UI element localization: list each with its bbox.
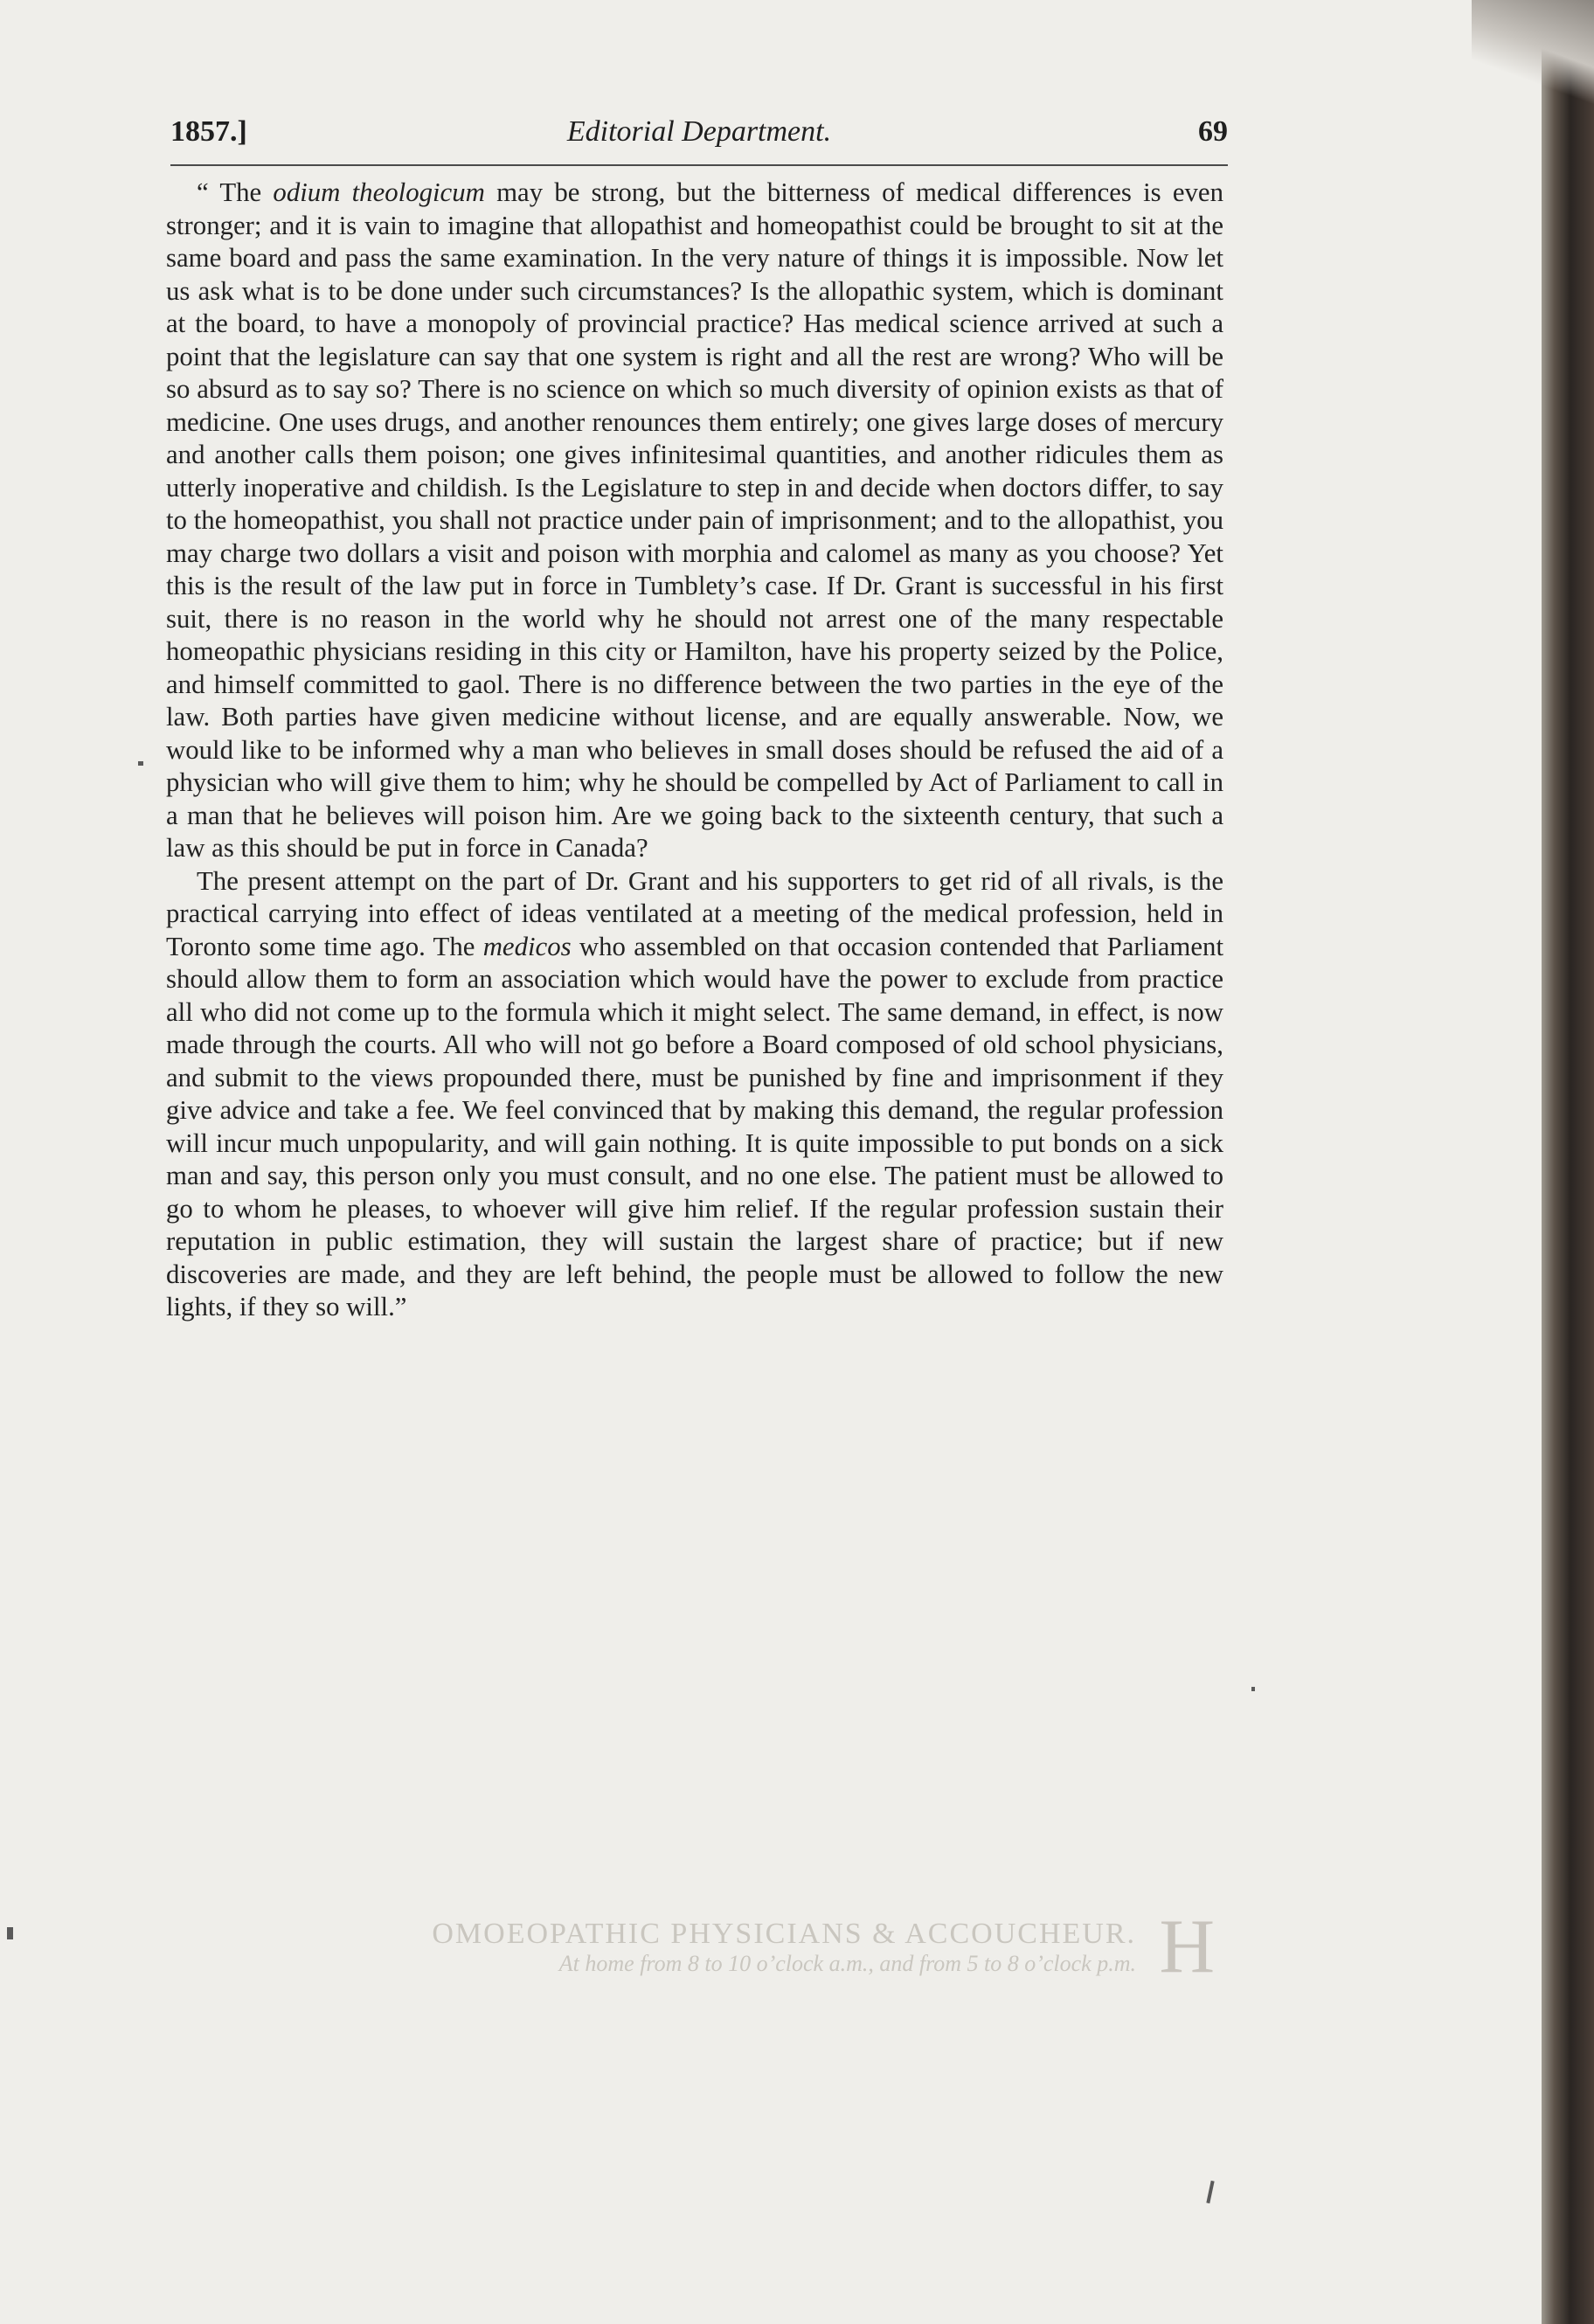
header-rule (170, 164, 1228, 166)
paragraph (166, 177, 1223, 865)
faded-hours-line: At home from 8 to 10 o’clock a.m., and from 5 to 8 o’clock p.m. (558, 1951, 1136, 1976)
running-head-year: 1857.] (170, 115, 247, 148)
text-run: The present attempt on the part of Dr. Grant and his supporters to get rid of all rivals, is the practical carrying into effect of ideas ventilated at a meeting of the medical profession, held in Toronto some time ago. The (166, 865, 1223, 961)
faded-drop-cap: H (1159, 1912, 1215, 1988)
book-binding-edge (1542, 0, 1594, 2324)
ink-speck (138, 761, 143, 766)
text-run: “ The (197, 177, 274, 207)
italic-phrase: odium theologicum (273, 177, 485, 207)
paragraph (166, 865, 1223, 1324)
italic-phrase: medicos (482, 931, 572, 961)
page-number: 69 (1198, 115, 1228, 148)
article-body (166, 177, 1223, 1324)
page-corner-fold (1472, 0, 1594, 105)
faded-advertisement-bleedthrough (245, 1912, 1215, 1988)
ink-speck (7, 1927, 13, 1939)
running-head-title: Editorial Department. (566, 115, 832, 148)
text-run: who assembled on that occasion contended that Parliament should allow them to form an association which would have the power to exclude from practice all who did not come up to the formula which it might select. The same demand, in effect, is now made through the courts. All who will not go before a Board composed of old school physicians, and submit to the views propounded there, must be punished by fine and imprisonment if they give advice and take a fee. We feel convinced that by making this demand, the regular profession will incur much unpopularity, and will gain nothing. It is quite impossible to put bonds on a sick man and say, this person only you must consult, and no one else. The patient must be allowed to go to whom he pleases, to whoever will give him relief. If the regular profession sustain their reputation in public estimation, they will sustain the largest share of practice; but if new discoveries are made, and they are left behind, the people must be allowed to follow the new lights, if they so will.” (166, 931, 1224, 1322)
faded-heading-line: OMOEOPATHIC PHYSICIANS & ACCOUCHEUR. (432, 1918, 1136, 1950)
text-run: may be strong, but the bitterness of medical differences is even stronger; and it is vain to imagine that allopathist and homeopathist could be brought to sit at the same board and pass the same examination. In the very nature of things it is impossible. Now let us ask what is to be done under such circumstances? Is the allopathic system, which is dominant at the board, to have a monopoly of provincial practice? Has medical science arrived at such a point that the legislature can say that one system is right and all the rest are wrong? Who will be so absurd as to say so? There is no science on which so much diversity of opinion exists as that of medicine. One uses drugs, and another renounces them entirely; one gives large doses of mercury and another calls them poison; one gives infinitesimal quantities, and another ridicules them as utterly inoperative and childish. Is the Legislature to step in and decide when doctors differ, to say to the homeopathist, you shall not practice under pain of imprisonment; and to the allopathist, you may charge two dollars a visit and poison with morphia and calomel as many as you choose? Yet this is the result of the law put in force in Tumblety’s case. If Dr. Grant is successful in his first suit, there is no reason in the world why he should not arrest one of the many respectable homeopathic physicians residing in this city or Hamilton, have his property seized by the Police, and himself committed to gaol. There is no difference between the two parties in the eye of the law. Both parties have given medicine without license, and are equally answerable. Now, we would like to be informed why a man who believes in small doses should be refused the aid of a physician who will give them to him; why he should be compelled by Act of Parliament to call in a man that he believes will poison him. Are we going back to the sixteenth century, that such a law as this should be put in force in Canada? (166, 177, 1223, 863)
ink-speck (1251, 1687, 1255, 1691)
running-head (170, 115, 1228, 168)
